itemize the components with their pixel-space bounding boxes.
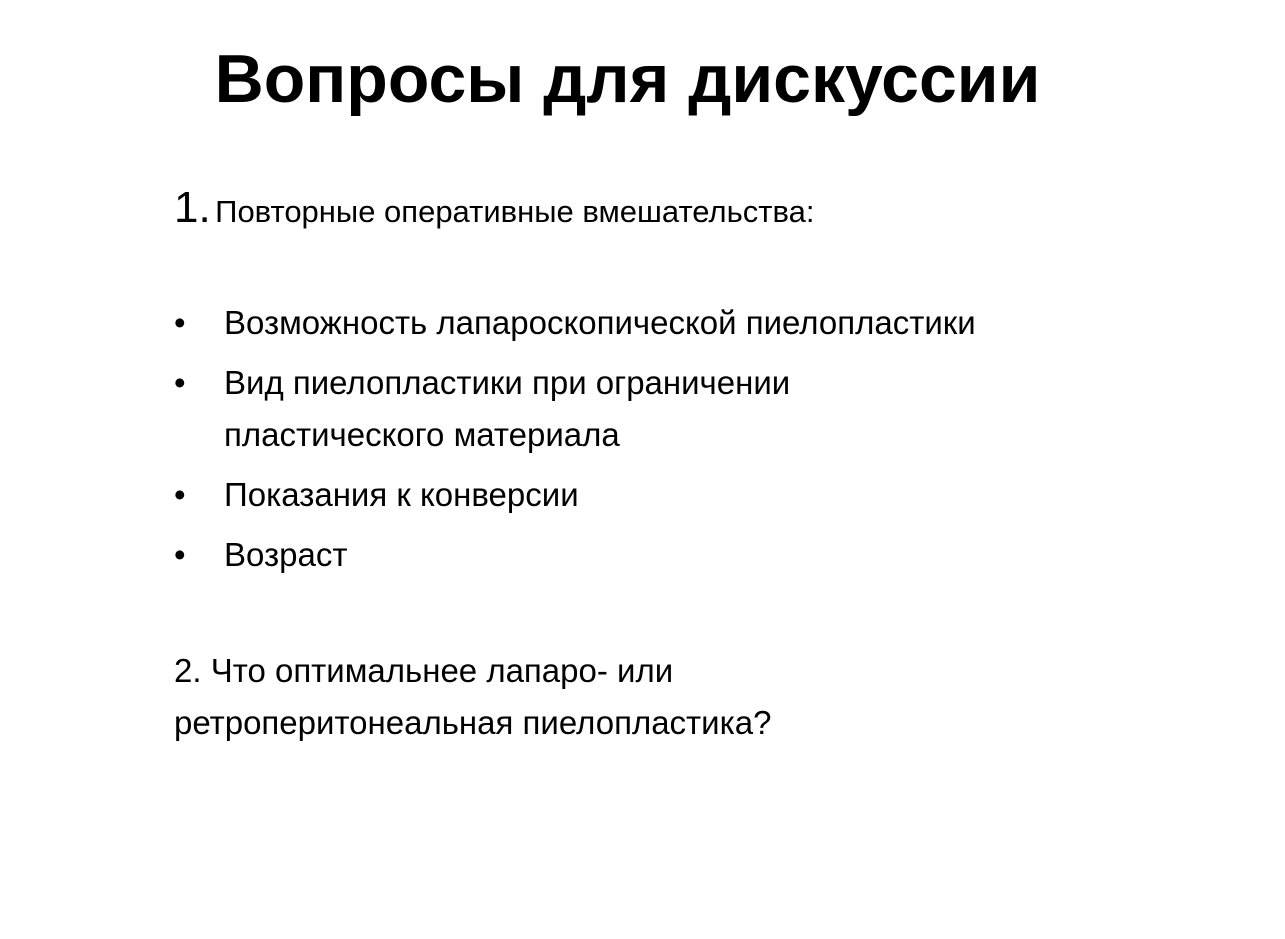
bullet-item [174,529,1154,581]
bullet-item [174,297,1154,349]
bullet-text: Возможность лапароскопической пиелопластики [224,303,976,341]
bullet-marker: • [174,363,186,401]
question-2 [174,645,894,749]
slide-content [174,182,1154,749]
question-2-number: 2. [174,651,202,689]
question-2-text: Что оптимальнее лапаро- или ретроперитонеальная пиелопластика? [174,651,772,741]
bullet-list [174,297,1154,581]
bullet-text: Возраст [224,535,348,573]
bullet-item [174,357,1154,461]
question-1-number: 1. [174,183,211,232]
slide-title: Вопросы для дискуссии [214,41,1041,117]
question-1-text: Повторные оперативные вмешательства: [215,194,815,229]
bullet-marker: • [174,303,186,341]
question-1 [174,182,1154,235]
bullet-text: Показания к конверсии [224,475,579,513]
bullet-marker: • [174,475,186,513]
bullet-item [174,469,1154,521]
bullet-text: Вид пиелопластики при ограничении пластического материала [224,363,791,453]
bullet-marker: • [174,535,186,573]
